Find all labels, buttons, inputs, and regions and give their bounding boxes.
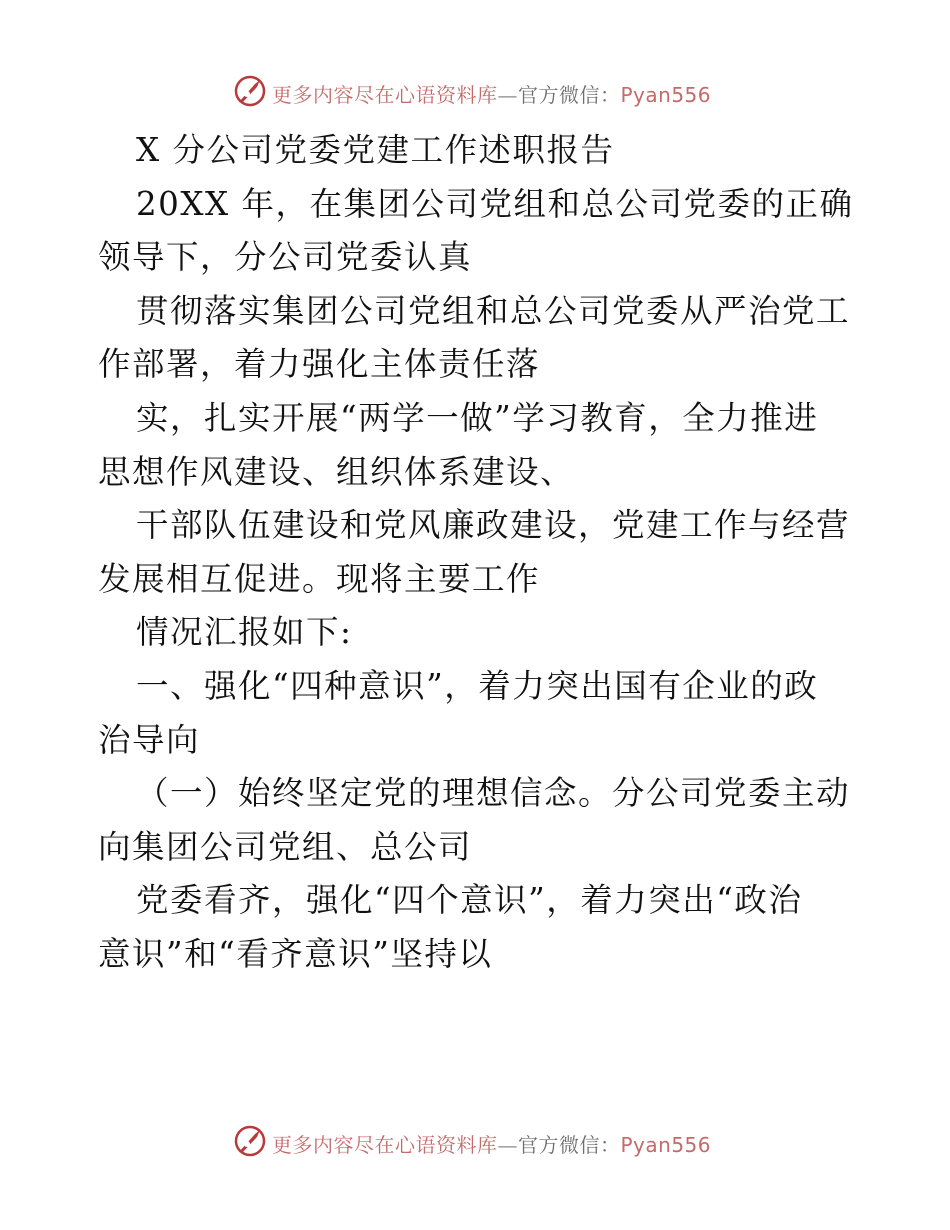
pen-logo-icon: [233, 1124, 267, 1158]
banner-wechat-label: 官方微信：: [518, 83, 621, 107]
header-banner: [0, 72, 950, 112]
section-heading: 一、强化“四种意识”，着力突出国有企业的政: [136, 666, 819, 705]
paragraph-line: 实，扎实开展“两学一做”学习教育，全力推进: [136, 398, 819, 437]
paragraph-line: 贯彻落实集团公司党组和总公司党委从严治党工: [136, 291, 851, 330]
paragraph-line: 党委看齐，强化“四个意识”，着力突出“政治: [136, 881, 803, 920]
section-heading: 治导向: [98, 720, 201, 759]
banner-main: 更多内容尽在心语资料库: [272, 83, 498, 107]
footer-banner: [0, 1122, 950, 1162]
paragraph-line: 思想作风建设、组织体系建设、: [98, 452, 575, 491]
banner-wechat-id: Pyan556: [620, 1133, 712, 1157]
banner-wechat-id: Pyan556: [620, 83, 712, 107]
paragraph-line: 向集团公司党组、总公司: [98, 827, 473, 866]
banner-dash: —: [497, 83, 518, 107]
paragraph-line: 意识”和“看齐意识”坚持以: [98, 934, 493, 973]
paragraph-line: 发展相互促进。现将主要工作: [98, 559, 541, 598]
paragraph-line: 干部队伍建设和党风廉政建设，党建工作与经营: [136, 506, 851, 545]
paragraph-line: 领导下，分公司党委认真: [98, 238, 473, 277]
subsection-heading: （一）始终坚定党的理想信念。分公司党委主动: [136, 774, 851, 813]
banner-text: [272, 1129, 711, 1158]
banner-main: 更多内容尽在心语资料库: [272, 1133, 498, 1157]
document-title: X 分公司党委党建工作述职报告: [136, 131, 615, 169]
paragraph-line: 作部署，着力强化主体责任落: [98, 345, 541, 384]
banner-wechat-label: 官方微信：: [518, 1133, 621, 1157]
banner-text: [272, 79, 711, 108]
paragraph-line: 情况汇报如下:: [136, 613, 353, 652]
paragraph-line: 20XX 年，在集团公司党组和总公司党委的正确: [136, 184, 854, 223]
document-body: [98, 124, 858, 982]
banner-dash: —: [497, 1133, 518, 1157]
pen-logo-icon: [233, 74, 267, 108]
